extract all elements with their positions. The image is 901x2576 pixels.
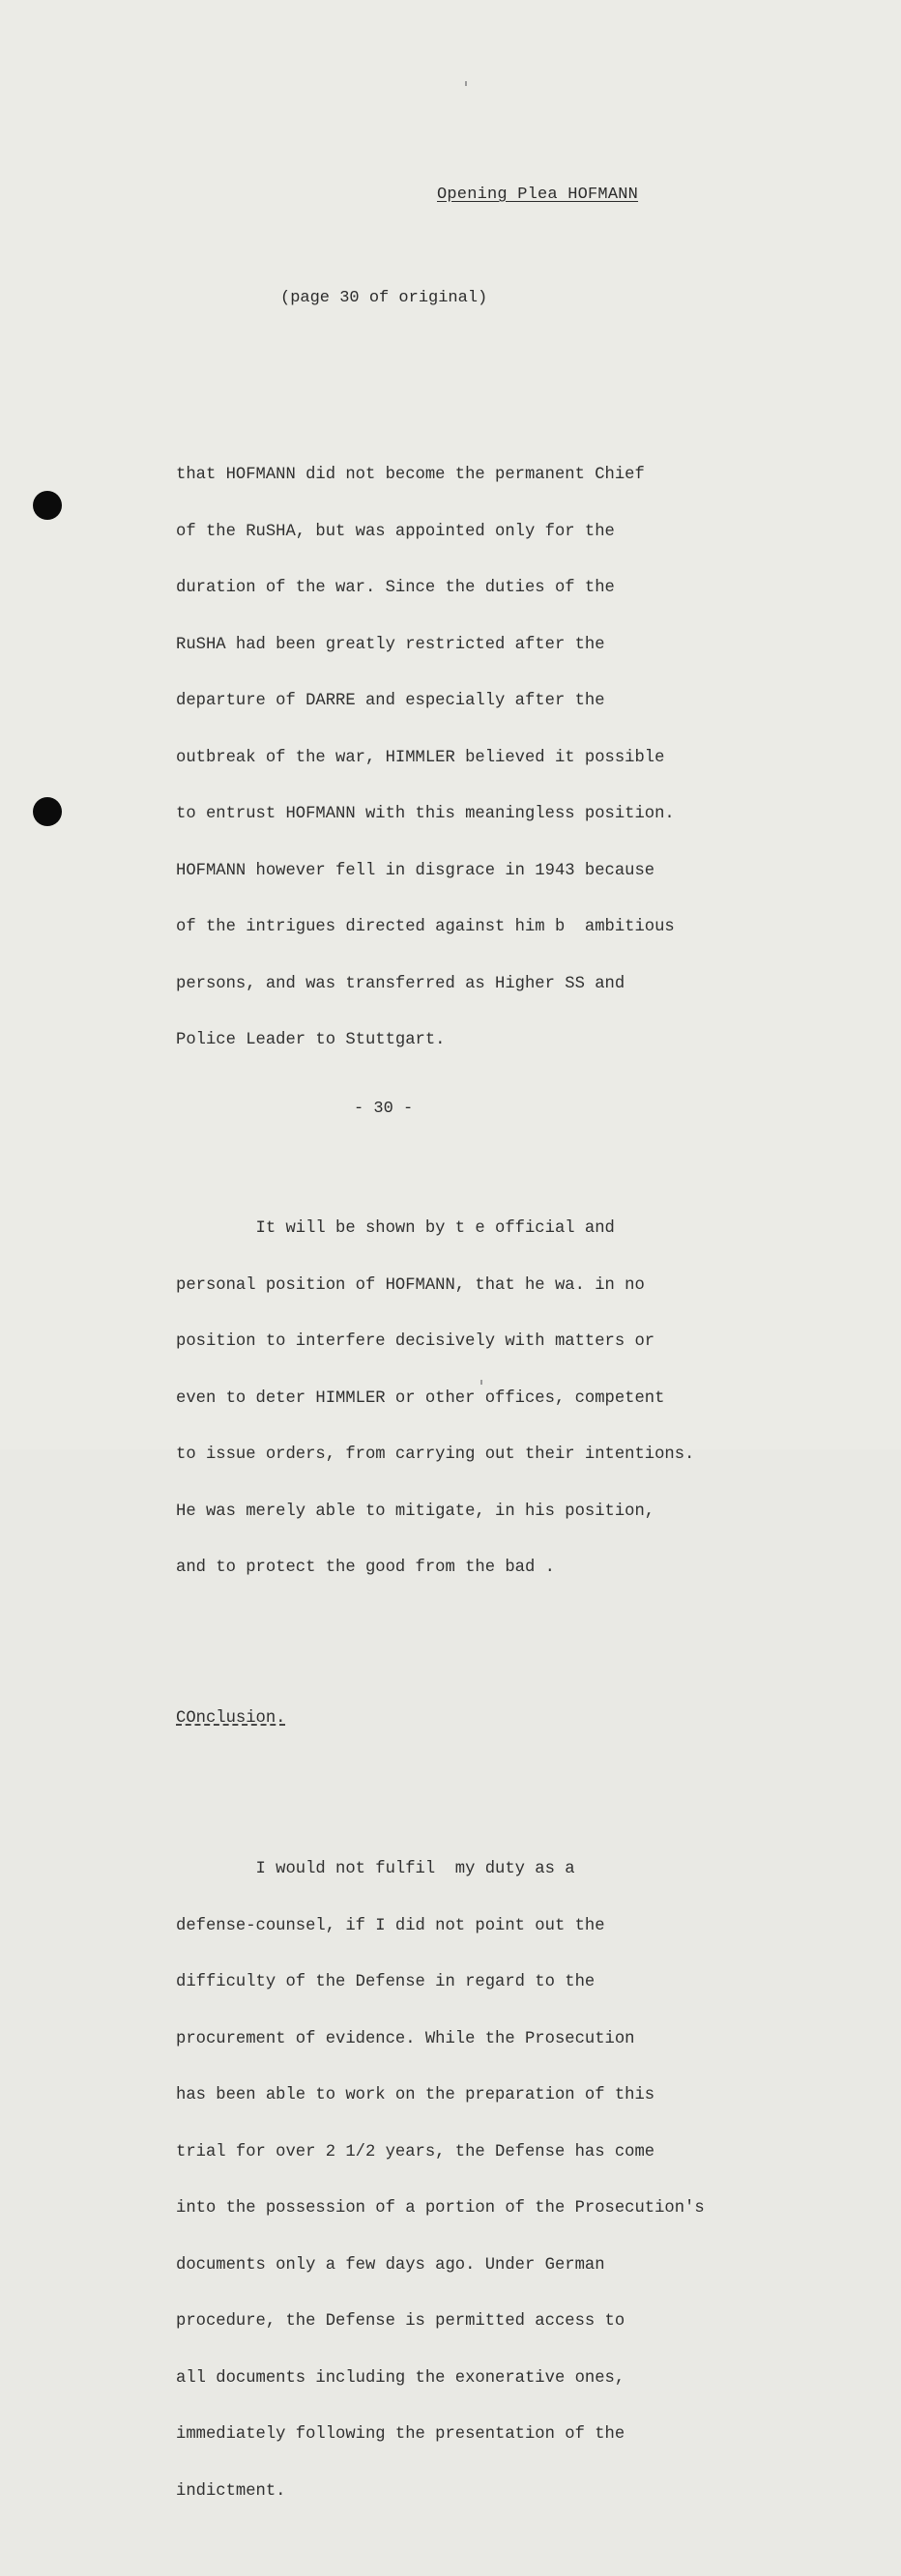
text-line: outbreak of the war, HIMMLER believed it possible: [176, 748, 665, 767]
punch-hole: [33, 491, 62, 520]
paragraph-gap: [176, 1766, 705, 1786]
text-line: I would not fulfil my duty as a: [176, 1860, 575, 1878]
text-line: indictment.: [176, 2481, 286, 2501]
text-line: personal position of HOFMANN, that he wa. in no: [176, 1275, 645, 1295]
text-line: defense-counsel, if I did not point out the: [176, 1916, 605, 1935]
paragraph-3: [176, 1822, 705, 2538]
text-line: It will be shown by t e official and: [176, 1219, 615, 1238]
paragraph-gap: [176, 1653, 705, 1673]
text-line: all documents including the exonerative ones,: [176, 2368, 625, 2388]
text-line: immediately following the presentation of the: [176, 2425, 625, 2444]
text-line: difficulty of the Defense in regard to the: [176, 1973, 596, 1991]
punch-hole: [33, 797, 62, 826]
text-line: trial for over 2 1/2 years, the Defense has come: [176, 2142, 655, 2161]
paper-speck: [465, 81, 467, 86]
text-line: of the RuSHA, but was appointed only for the: [176, 522, 615, 541]
text-line: Police Leader to Stuttgart.: [176, 1031, 446, 1049]
text-line: that HOFMANN did not become the permanent Chief: [176, 466, 645, 484]
paragraph-gap: [176, 1126, 705, 1145]
text-line: to issue orders, from carrying out their intentions.: [176, 1445, 695, 1464]
text-line: HOFMANN however fell in disgrace in 1943 because: [176, 861, 655, 880]
text-line: to entrust HOFMANN with this meaningless position.: [176, 805, 675, 823]
paper-speck: [480, 1380, 482, 1385]
text-line: He was merely able to mitigate, in his position,: [176, 1502, 655, 1521]
section-heading-conclusion: COnclusion.: [176, 1709, 286, 1728]
text-line: of the intrigues directed against him b ambitious: [176, 918, 675, 936]
text-line: has been able to work on the preparation of this: [176, 2086, 655, 2104]
text-line: documents only a few days ago. Under German: [176, 2255, 605, 2275]
text-line: duration of the war. Since the duties of the: [176, 579, 615, 597]
text-line: and to protect the good from the bad .: [176, 1559, 555, 1577]
text-line: position to interfere decisively with matters or: [176, 1332, 655, 1351]
text-line: even to deter HIMMLER or other offices, competent: [176, 1388, 665, 1408]
text-line: into the possession of a portion of the Prosecution's: [176, 2199, 705, 2218]
text-line: procedure, the Defense is permitted access to: [176, 2312, 625, 2331]
paragraph-1: [176, 428, 705, 1088]
text-line: procurement of evidence. While the Prosecution: [176, 2029, 635, 2048]
page-number: - 30 -: [354, 1100, 414, 1118]
text-line: RuSHA had been greatly restricted after the: [176, 635, 605, 654]
paragraph-2: [176, 1182, 705, 1616]
page-reference: (page 30 of original): [280, 289, 488, 307]
text-line: departure of DARRE and especially after the: [176, 692, 605, 710]
document-body: [176, 390, 705, 2576]
document-title: Opening Plea HOFMANN: [437, 186, 639, 204]
text-line: persons, and was transferred as Higher SS and: [176, 974, 625, 993]
